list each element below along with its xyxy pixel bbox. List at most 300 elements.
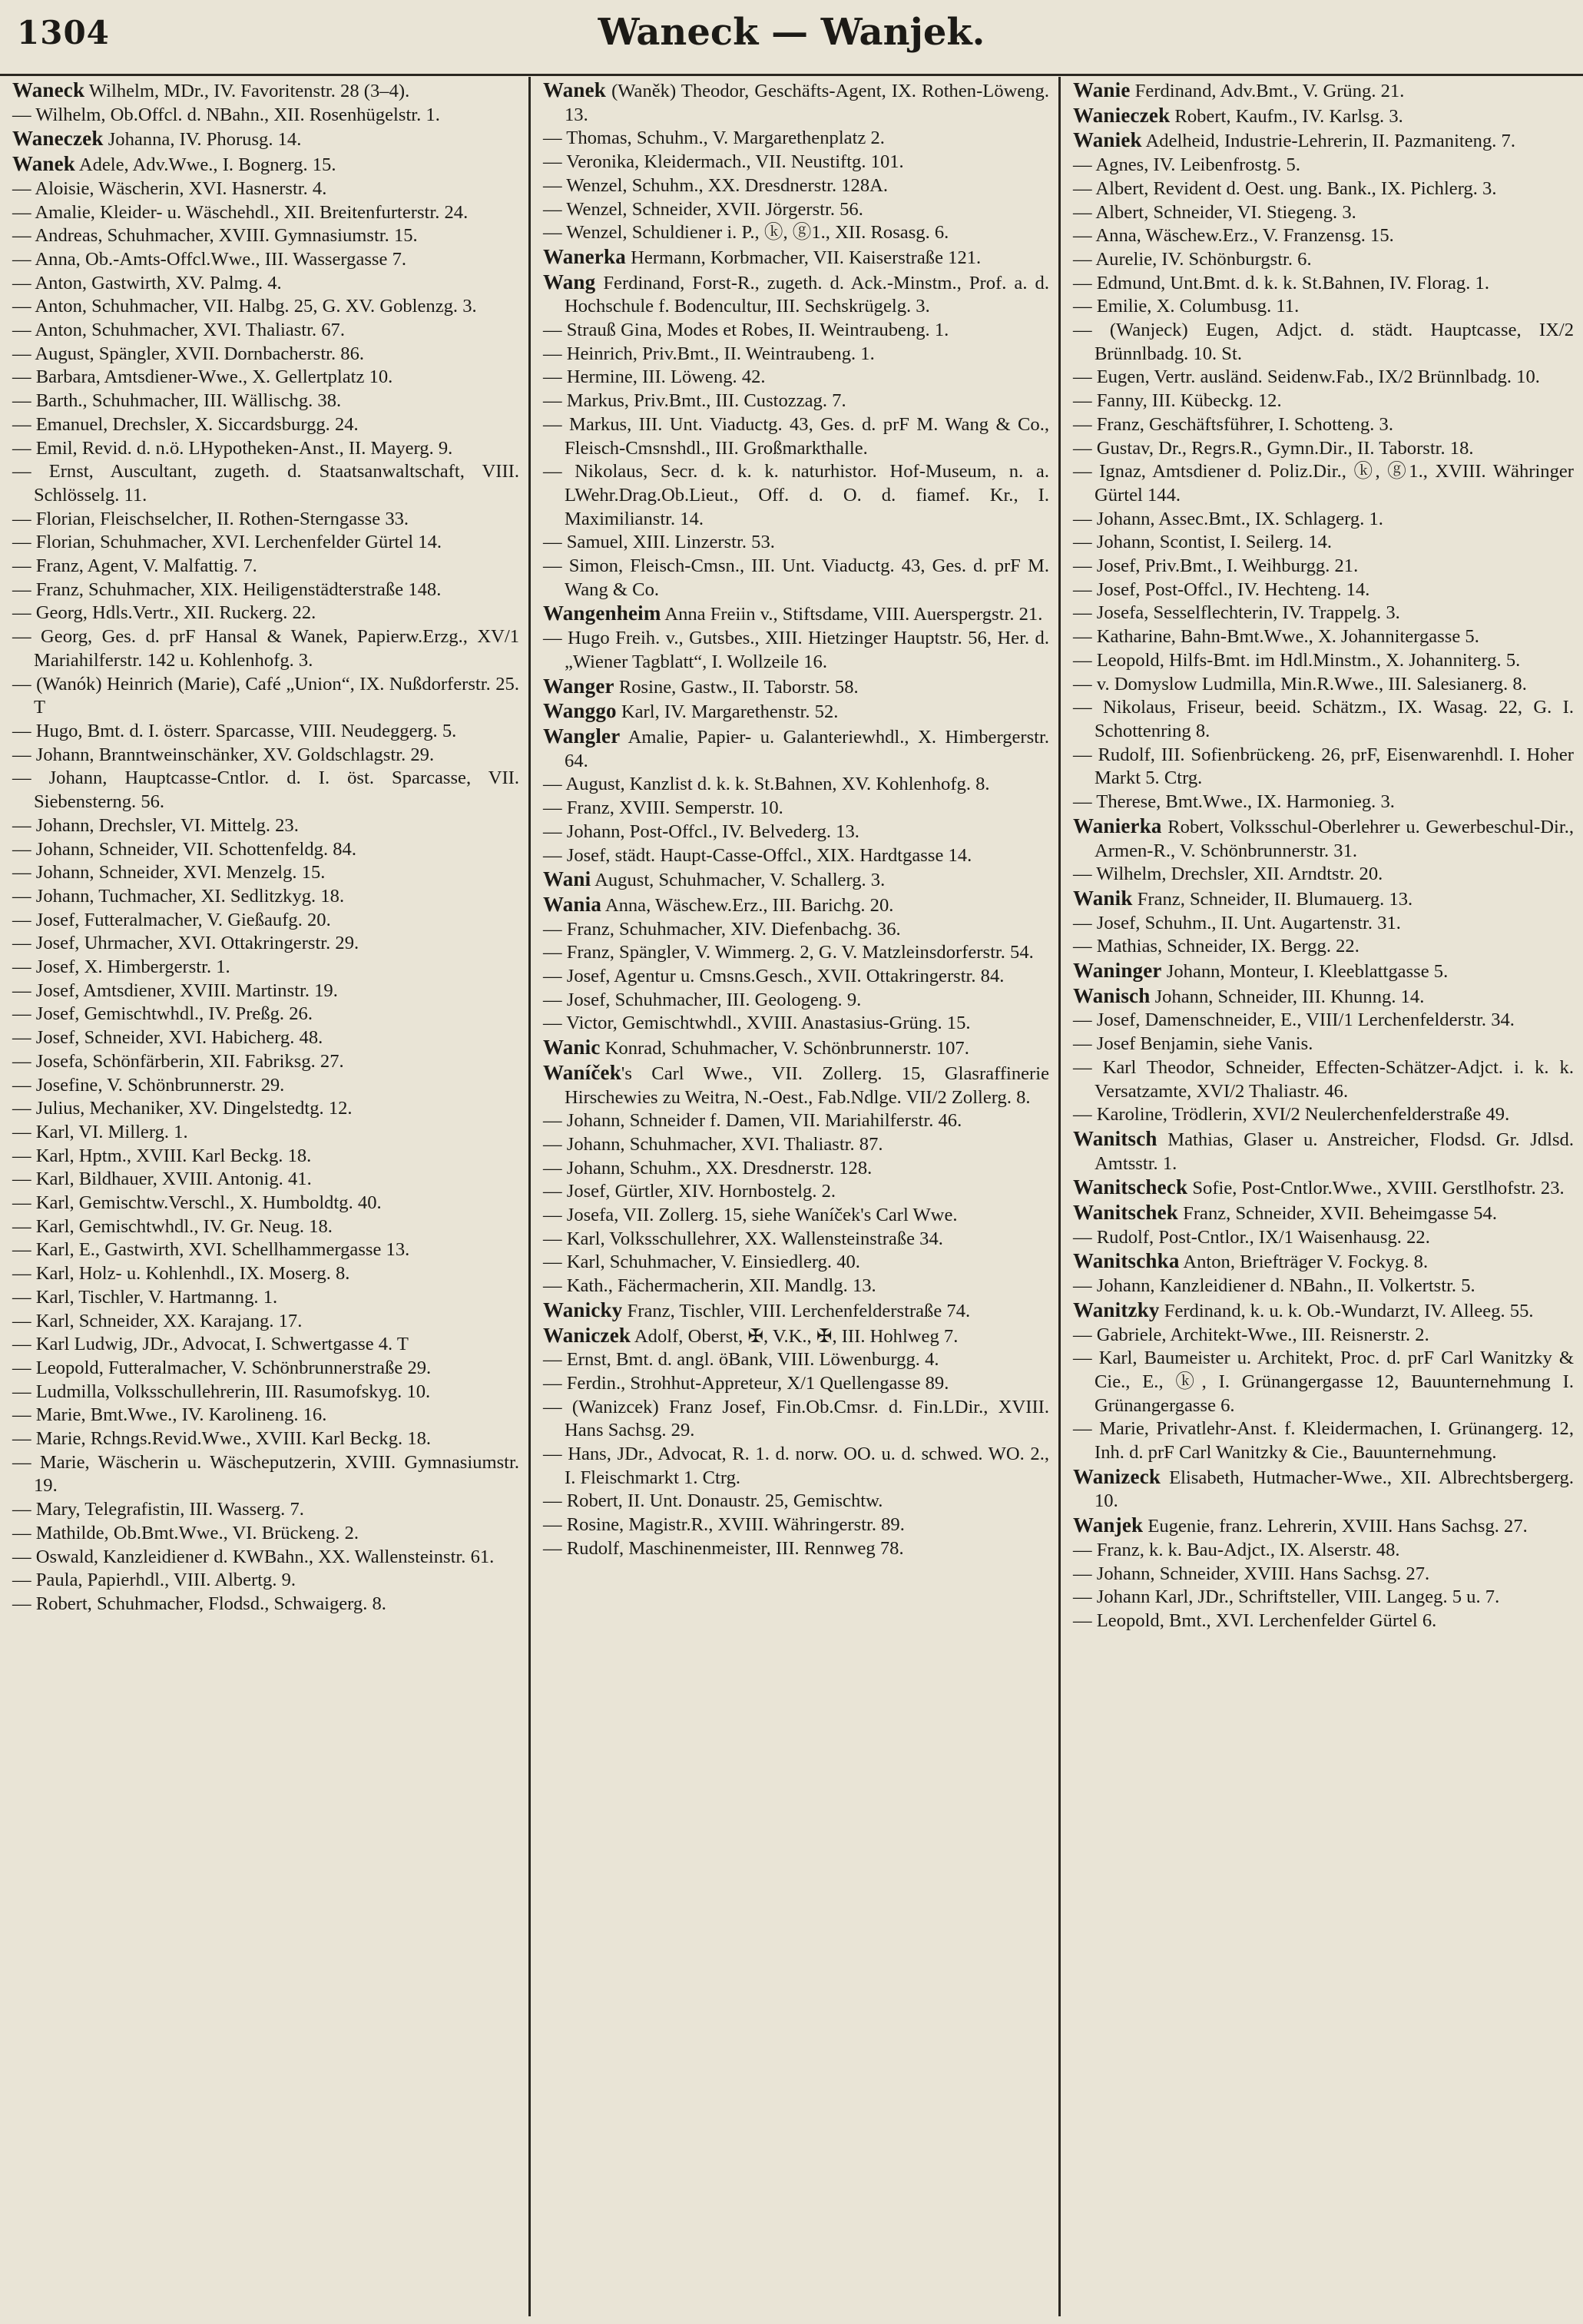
entry-text: — Barth., Schuhmacher, III. Wällischg. 38. [12,390,342,412]
page-header [0,0,1583,76]
directory-entry [1073,437,1574,461]
directory-entry [543,1133,1049,1157]
page-number: 1304 [17,14,110,51]
entry-text: — Albert, Schneider, VI. Stiegeng. 3. [1073,201,1356,223]
directory-entry [1073,1275,1574,1298]
directory-entry [12,104,519,128]
directory-entry [1073,1033,1574,1056]
directory-entry [543,602,1049,627]
entry-text: — (Wanók) Heinrich (Marie), Café „Union“, IX. Nußdorferstr. 25. T [12,673,519,718]
entry-text: — Josef, Damenschneider, E., VIII/1 Lerchenfelderstr. 34. [1073,1009,1515,1031]
directory-entry [1073,887,1574,912]
directory-entry [12,224,519,248]
directory-entry [543,319,1049,343]
entry-surname: Wanek [543,78,607,101]
entry-surname: Wanitscheck [1073,1175,1188,1199]
entry-surname: Wanie [1073,78,1131,101]
directory-entry [12,1404,519,1427]
entry-text: Robert, Volksschul-Oberlehrer u. Gewerbeschul-Dir., Armen-R., V. Schönbrunnerstr. 31. [1095,816,1574,861]
directory-entry [12,437,519,461]
directory-entry [1073,791,1574,814]
entry-surname: Wanierka [1073,814,1162,837]
entry-text: Mathias, Glaser u. Anstreicher, Flodsd. Gr. Jdlsd. Amtsstr. 1. [1095,1129,1574,1174]
entry-text: Eugenie, franz. Lehrerin, XVIII. Hans Sachsg. 27. [1143,1516,1528,1537]
directory-entry [12,1262,519,1286]
directory-entry [12,602,519,625]
entry-text: — Wenzel, Schuldiener i. P., ⓚ, ⓖ1., XII. Rosasg. 6. [543,222,949,244]
entry-surname: Wanic [543,1036,601,1059]
directory-entry [12,295,519,319]
directory-entry [12,1381,519,1404]
directory-entry [1073,555,1574,579]
directory-entry [1073,224,1574,248]
entry-text: — Josef, Futteralmacher, V. Gießaufg. 20. [12,909,331,930]
entry-surname: Wanek [12,152,76,176]
entry-text: — Josef, Schuhm., II. Unt. Augartenstr. 31. [1073,912,1401,933]
directory-entry [543,1228,1049,1252]
directory-entry [543,1298,1049,1324]
directory-entry [12,767,519,814]
entry-text: Elisabeth, Hutmacher-Wwe., XII. Albrechtsbergerg. 10. [1095,1467,1574,1512]
entry-text: — Ludmilla, Volksschullehrerin, III. Rasumofskyg. 10. [12,1381,431,1402]
entry-surname: Wania [543,892,602,916]
entry-text: — Franz, k. k. Bau-Adjct., IX. Alserstr. 48. [1073,1539,1400,1560]
directory-entry [12,1569,519,1593]
directory-entry [1073,78,1574,104]
directory-entry [1073,104,1574,129]
entry-text: — Robert, Schuhmacher, Flodsd., Schwaigerg. 8. [12,1593,386,1614]
directory-entry [543,797,1049,821]
directory-entry [12,319,519,343]
entry-text: — Rosine, Magistr.R., XVIII. Währingerstr. 89. [543,1514,905,1536]
directory-entry [543,867,1049,893]
directory-entry [12,1074,519,1098]
entry-text: — Emanuel, Drechsler, X. Siccardsburgg. 24. [12,413,359,435]
entry-text: — Mary, Telegrafistin, III. Wasserg. 7. [12,1499,304,1520]
directory-entry [12,838,519,862]
entry-text: — Anna, Wäschew.Erz., V. Franzensg. 15. [1073,225,1394,247]
entry-text: — Wilhelm, Drechsler, XII. Arndtstr. 20. [1073,864,1383,885]
directory-entry [12,1310,519,1334]
entry-text: Adele, Adv.Wwe., I. Bognerg. 15. [75,154,336,176]
directory-entry [1073,177,1574,201]
directory-entry [543,844,1049,868]
directory-entry [12,413,519,437]
directory-entry [543,1537,1049,1561]
directory-entry [12,343,519,366]
directory-entry [543,460,1049,531]
directory-entry [12,1546,519,1570]
entry-text: — Markus, III. Unt. Viaductg. 43, Ges. d. prF M. Wang & Co., Fleisch-Cmsnshdl., III. Großmarkthalle. [543,413,1049,459]
entry-text: — Paula, Papierhdl., VIII. Albertg. 9. [12,1570,296,1591]
directory-entry [543,1396,1049,1443]
directory-entry [543,893,1049,918]
entry-text: Franz, Tischler, VIII. Lerchenfelderstraße 74. [622,1300,971,1321]
entry-text: — Kath., Fächermacherin, XII. Mandlg. 13. [543,1275,876,1297]
directory-entry [543,699,1049,724]
directory-entry [1073,935,1574,959]
entry-text: — Johann, Schneider, XVI. Menzelg. 15. [12,862,326,884]
entry-text: Karl, IV. Margarethenstr. 52. [616,701,839,723]
entry-surname: Waniek [1073,128,1142,152]
entry-text: — Mathias, Schneider, IX. Bergg. 22. [1073,936,1359,957]
directory-entry [12,625,519,672]
directory-entry [1073,1175,1574,1201]
directory-entry [1073,1127,1574,1175]
directory-entry [543,555,1049,602]
directory-entry [543,1012,1049,1036]
entry-text: — Josef, Gürtler, XIV. Hornbostelg. 2. [543,1181,836,1202]
directory-entry [1073,1249,1574,1275]
directory-entry [12,555,519,579]
directory-entry [543,1036,1049,1061]
entry-text: — v. Domyslow Ludmilla, Min.R.Wwe., III. Salesianerg. 8. [1073,673,1527,695]
directory-entry [12,744,519,767]
directory-entry [12,1593,519,1616]
entry-text: — (Wanizcek) Franz Josef, Fin.Ob.Cmsr. d. Fin.LDir., XVIII. Hans Sachsg. 29. [543,1396,1049,1441]
entry-text: Rosine, Gastw., II. Taborstr. 58. [614,676,859,698]
directory-entry [543,1157,1049,1181]
entry-text: — Wenzel, Schuhm., XX. Dresdnerstr. 128A. [543,174,889,196]
entry-text: — Karoline, Trödlerin, XVI/2 Neulerchenfelderstraße 49. [1073,1104,1510,1126]
entry-text: — Gabriele, Architekt-Wwe., III. Reisnerstr. 2. [1073,1324,1429,1345]
entry-text: — Karl, Baumeister u. Architekt, Proc. d. prF Carl Wanitzky & Cie., E., ⓚ, I. Grünangergasse 12, Bauunternehmung I. Grünangergasse 6. [1073,1348,1574,1416]
entry-text: — Johann, Schuhmacher, XVI. Thaliastr. 87. [543,1133,883,1155]
entry-text: — Ernst, Auscultant, zugeth. d. Staatsanwaltschaft, VIII. Schlösselg. 11. [12,461,519,506]
directory-entry [1073,128,1574,154]
entry-text: — Josef Benjamin, siehe Vanis. [1073,1033,1313,1055]
entry-text: — Gustav, Dr., Regrs.R., Gymn.Dir., II. Taborstr. 18. [1073,437,1474,459]
directory-entry [12,720,519,744]
entry-text: — Leopold, Futteralmacher, V. Schönbrunnerstraße 29. [12,1357,432,1378]
entry-surname: Wanerka [543,244,626,268]
directory-entry [543,941,1049,965]
entry-text: — Josefine, V. Schönbrunnerstr. 29. [12,1074,285,1096]
entry-text: — (Wanjeck) Eugen, Adjct. d. städt. Hauptcasse, IX/2 Brünnlbadg. 10. St. [1073,320,1574,364]
entry-text: — Josefa, Schönfärberin, XII. Fabriksg. 27. [12,1050,344,1072]
directory-entry [12,248,519,272]
directory-entry [1073,579,1574,602]
entry-surname: Wanitzky [1073,1298,1160,1321]
directory-entry [12,1286,519,1310]
entry-text: — Karl, Tischler, V. Hartmanng. 1. [12,1286,278,1308]
entry-text: Robert, Kaufm., IV. Karlsg. 3. [1170,105,1403,127]
entry-surname: Wang [543,270,596,293]
entry-text: — Josef, Post-Offcl., IV. Hechteng. 14. [1073,579,1370,600]
entry-text: — Ernst, Bmt. d. angl. öBank, VIII. Löwenburgg. 4. [543,1349,939,1371]
directory-entry [1073,295,1574,319]
entry-text: — Markus, Priv.Bmt., III. Custozzag. 7. [543,390,846,412]
entry-text: — Johann, Scontist, I. Seilerg. 14. [1073,532,1333,553]
directory-entry [543,675,1049,700]
directory-entry [1073,413,1574,437]
entry-text: — Anton, Schuhmacher, VII. Halbg. 25, G. XV. Goblenzg. 3. [12,296,477,317]
entry-text: Franz, Schneider, XVII. Beheimgasse 54. [1178,1203,1497,1225]
entry-text: — Marie, Privatlehr-Anst. f. Kleidermachen, I. Grünangerg. 12, Inh. d. prF Carl Wanitzky & Cie., Bauunternehmung. [1073,1418,1574,1464]
entry-text: — Strauß Gina, Modes et Robes, II. Weintraubeng. 1. [543,320,949,341]
directory-entry [12,673,519,720]
column-1 [0,77,528,2316]
directory-entry [1073,1226,1574,1250]
entry-text: — Emilie, X. Columbusg. 11. [1073,296,1300,317]
directory-entry [12,1238,519,1262]
directory-entry [543,1204,1049,1228]
directory-entry [543,1443,1049,1490]
entry-text: Ferdinand, Forst-R., zugeth. d. Ack.-Minstm., Prof. a. d. Hochschule f. Bodencultur, III. Sechskrügelg. 3. [565,272,1049,317]
directory-entry [12,1522,519,1546]
entry-text: — Franz, Agent, V. Malfattig. 7. [12,555,257,577]
entry-surname: Wanieczek [1073,103,1171,127]
directory-entry [12,1097,519,1121]
entry-text: — Edmund, Unt.Bmt. d. k. k. St.Bahnen, IV. Florag. 1. [1073,272,1489,293]
directory-entry [1073,1417,1574,1464]
entry-text: — Oswald, Kanzleidiener d. KWBahn., XX. Wallensteinstr. 61. [12,1546,495,1567]
directory-entry [12,909,519,933]
entry-surname: Waninger [1073,959,1162,983]
entry-text: — Leopold, Bmt., XVI. Lerchenfelder Gürtel 6. [1073,1610,1437,1631]
directory-entry [543,1372,1049,1396]
entry-surname: Wanitschek [1073,1201,1179,1225]
directory-entry [543,245,1049,270]
directory-entry [1073,1586,1574,1610]
entry-text: — Josef, Agentur u. Cmsns.Gesch., XVII. Ottakringerstr. 84. [543,966,1005,987]
directory-entry [1073,625,1574,649]
entry-surname: Wanitschka [1073,1249,1180,1273]
entry-text: — Josef, Schuhmacher, III. Geologeng. 9. [543,989,862,1010]
entry-surname: Wanisch [1073,983,1151,1007]
directory-entry [1073,1201,1574,1226]
directory-entry [543,1109,1049,1133]
directory-entry [543,1490,1049,1513]
directory-entry [1073,1610,1574,1633]
entry-text: — Wilhelm, Ob.Offcl. d. NBahn., XII. Rosenhügelstr. 1. [12,104,440,125]
entry-surname: Wanicky [543,1298,623,1321]
entry-text: — Karl, E., Gastwirth, XVI. Schellhammergasse 13. [12,1239,410,1261]
directory-entry [12,1357,519,1381]
directory-entry [12,1003,519,1026]
entry-text: — Hugo, Bmt. d. I. österr. Sparcasse, VIII. Neudeggerg. 5. [12,720,457,741]
directory-entry [12,1427,519,1451]
directory-entry [12,956,519,980]
entry-text: — Johann, Schuhm., XX. Dresdnerstr. 128. [543,1157,873,1179]
entry-text: — Johann Karl, JDr., Schriftsteller, VIII. Langeg. 5 u. 7. [1073,1586,1500,1608]
entry-text: — Karl Theodor, Schneider, Effecten-Schätzer-Adjct. i. k. k. Versatzamte, XVI/2 Thaliastr. 46. [1073,1056,1574,1102]
entry-surname: Waníček [543,1060,621,1084]
directory-entry [12,885,519,909]
entry-text: Anna Freiin v., Stiftsdame, VIII. Auerspergstr. 21. [661,604,1043,625]
entry-text: — Karl, Volksschullehrer, XX. Wallensteinstraße 34. [543,1228,943,1249]
directory-entry [12,932,519,956]
directory-entry [543,270,1049,319]
entry-text: — Franz, Schuhmacher, XIV. Diefenbachg. 36. [543,918,901,940]
directory-entry [12,201,519,225]
entry-surname: Wangenheim [543,602,661,625]
directory-entry [1073,366,1574,390]
directory-entry [12,531,519,555]
entry-surname: Wanitsch [1073,1126,1157,1150]
entry-text: — Karl, Bildhauer, XVIII. Antonig. 41. [12,1169,312,1190]
entry-text: — Josefa, VII. Zollerg. 15, siehe Waníček's Carl Wwe. [543,1205,958,1226]
directory-entry [12,1121,519,1145]
entry-text: — Karl, Hptm., XVIII. Karl Beckg. 18. [12,1145,312,1166]
directory-entry [1073,1324,1574,1348]
directory-entry [543,343,1049,366]
entry-text: Anna, Wäschew.Erz., III. Barichg. 20. [601,894,894,916]
entry-text: — Albert, Revident d. Oest. ung. Bank., IX. Pichlerg. 3. [1073,177,1497,199]
entry-text: — Nikolaus, Friseur, beeid. Schätzm., IX. Wasag. 22, G. I. Schottenring 8. [1073,697,1574,741]
directory-entry [543,531,1049,555]
entry-text: — Georg, Hdls.Vertr., XII. Ruckerg. 22. [12,602,316,624]
directory-entry [1073,1513,1574,1539]
entry-text: Adolf, Oberst, ✠, V.K., ✠, III. Hohlweg 7. [631,1325,959,1347]
directory-entry [12,1050,519,1074]
entry-text: — Rudolf, III. Sofienbrückeng. 26, prF, Eisenwarenhdl. I. Hoher Markt 5. Ctrg. [1073,744,1574,789]
entry-text: — Barbara, Amtsdiener-Wwe., X. Gellertplatz 10. [12,366,393,388]
entry-text: Amalie, Papier- u. Galanteriewhdl., X. Himbergerstr. 64. [565,726,1049,771]
entry-text: — Aurelie, IV. Schönburgstr. 6. [1073,248,1312,270]
entry-text: — Karl Ludwig, JDr., Advocat, I. Schwertgasse 4. T [12,1334,409,1355]
entry-text: — Agnes, IV. Leibenfrostg. 5. [1073,154,1301,176]
entry-text: — Amalie, Kleider- u. Wäschehdl., XII. Breitenfurterstr. 24. [12,201,469,223]
entry-text: — Marie, Rchngs.Revid.Wwe., XVIII. Karl Beckg. 18. [12,1428,432,1450]
entry-surname: Wanizeck [1073,1464,1161,1488]
entry-text: — Ferdin., Strohhut-Appreteur, X/1 Quellengasse 89. [543,1372,949,1394]
entry-text: — Marie, Bmt.Wwe., IV. Karolineng. 16. [12,1404,327,1426]
entry-surname: Wanjek [1073,1513,1144,1537]
entry-text: — Josef, Schneider, XVI. Habicherg. 48. [12,1027,323,1049]
entry-surname: Wanger [543,674,614,698]
column-3 [1058,77,1583,2316]
entry-text: — Johann, Schneider, VII. Schottenfeldg. 84. [12,838,356,860]
directory-entry [12,861,519,885]
directory-entry [1073,1563,1574,1586]
entry-text: — Johann, Tuchmacher, XI. Sedlitzkyg. 18. [12,885,345,907]
entry-text: — Josef, städt. Haupt-Casse-Offcl., XIX. Hardtgasse 14. [543,844,972,866]
directory-entry [543,965,1049,989]
entry-text: (Waněk) Theodor, Geschäfts-Agent, IX. Rothen-Löweng. 13. [565,81,1049,125]
directory-entry [12,1192,519,1215]
entry-text: — Therese, Bmt.Wwe., IX. Harmonieg. 3. [1073,791,1395,813]
entry-text: — August, Spängler, XVII. Dornbacherstr. 86. [12,343,365,364]
directory-entry [1073,959,1574,984]
directory-entry [543,174,1049,198]
directory-entry [1073,1465,1574,1513]
entry-text: — Hugo Freih. v., Gutsbes., XIII. Hietzinger Hauptstr. 56, Her. d. „Wiener Tagblatt“, I. Wollzeile 16. [543,628,1049,672]
entry-text: — Anna, Ob.-Amts-Offcl.Wwe., III. Wassergasse 7. [12,248,407,270]
entry-text: — Veronika, Kleidermach., VII. Neustiftg. 101. [543,151,904,173]
directory-entry [1073,319,1574,366]
entry-text: — Josef, Amtsdiener, XVIII. Martinstr. 19. [12,980,338,1001]
directory-entry [1073,863,1574,887]
entry-text: — Johann, Assec.Bmt., IX. Schlagerg. 1. [1073,508,1383,529]
entry-text: — Heinrich, Priv.Bmt., II. Weintraubeng. 1. [543,343,875,364]
directory-entry [1073,531,1574,555]
directory-entry [1073,673,1574,697]
entry-surname: Waneck [12,78,85,101]
entry-text: — Thomas, Schuhm., V. Margarethenplatz 2. [543,128,885,149]
entry-text: — Marie, Wäscherin u. Wäscheputzerin, XVIII. Gymnasiumstr. 19. [12,1451,519,1497]
entry-text: — Karl, Holz- u. Kohlenhdl., IX. Moserg. 8. [12,1263,350,1285]
directory-entry [1073,814,1574,863]
entry-text: — Karl, Gemischtwhdl., IV. Gr. Neug. 18. [12,1215,333,1237]
directory-entry [1073,1009,1574,1033]
entry-text: — Katharine, Bahn-Bmt.Wwe., X. Johannitergasse 5. [1073,626,1479,648]
entry-text: — Johann, Schneider f. Damen, VII. Mariahilferstr. 46. [543,1110,962,1132]
entry-text: — Leopold, Hilfs-Bmt. im Hdl.Minstm., X. Johanniterg. 5. [1073,649,1521,671]
entry-text: — Anton, Schuhmacher, XVI. Thaliastr. 67. [12,320,345,341]
entry-text: — Josef, Gemischtwhdl., IV. Preßg. 26. [12,1003,313,1025]
directory-entry [1073,696,1574,743]
directory-entry [543,989,1049,1013]
entry-text: Johanna, IV. Phorusg. 14. [103,129,302,151]
directory-entry [1073,248,1574,272]
directory-entry [1073,1298,1574,1324]
entry-text: — Josef, Priv.Bmt., I. Weihburgg. 21. [1073,555,1359,577]
entry-text: — Georg, Ges. d. prF Hansal & Wanek, Papierw.Erzg., XV/1 Mariahilferstr. 142 u. Kohlenhofg. 3. [12,626,519,671]
directory-entry [543,221,1049,245]
entry-surname: Waniczek [543,1323,631,1347]
directory-entry [1073,460,1574,507]
entry-text: — Josef, Uhrmacher, XVI. Ottakringerstr. 29. [12,933,359,954]
entry-text: — Nikolaus, Secr. d. k. k. naturhistor. Hof-Museum, n. a. LWehr.Drag.Ob.Lieut., Off. d. O. d. fiamef. Kr., I. Maximilianstr. 14. [543,461,1049,529]
directory-entry [543,1348,1049,1372]
entry-text: — Simon, Fleisch-Cmsn., III. Unt. Viaductg. 43, Ges. d. prF M. Wang & Co. [543,555,1049,600]
directory-entry [12,177,519,201]
directory-entry [543,390,1049,413]
entry-text: Anton, Briefträger V. Fockyg. 8. [1179,1252,1429,1273]
entry-text: Sofie, Post-Cntlor.Wwe., XVIII. Gerstlhofstr. 23. [1187,1178,1565,1199]
directory-entry [543,198,1049,222]
entry-surname: Wanik [1073,886,1133,910]
entry-text: — Karl, Gemischtw.Verschl., X. Humboldtg. 40. [12,1192,382,1214]
directory-entry [543,78,1049,127]
running-head: Waneck — Wanjek. [598,11,985,54]
entry-surname: Wani [543,867,591,891]
entry-text: — Samuel, XIII. Linzerstr. 53. [543,532,775,553]
directory-entry [1073,390,1574,413]
directory-entry [543,1180,1049,1204]
entry-text: — Emil, Revid. d. n.ö. LHypotheken-Anst., II. Mayerg. 9. [12,437,453,459]
entry-text: — Wenzel, Schneider, XVII. Jörgerstr. 56. [543,198,863,220]
entry-text: — Karl, Schuhmacher, V. Einsiedlerg. 40. [543,1252,860,1273]
entry-text: — Ignaz, Amtsdiener d. Poliz.Dir., ⓚ, ⓖ1., XVIII. Währinger Gürtel 144. [1073,461,1574,506]
directory-entry [543,724,1049,773]
directory-entry [1073,912,1574,936]
entry-text: — Eugen, Vertr. ausländ. Seidenw.Fab., IX/2 Brünnlbadg. 10. [1073,366,1540,388]
directory-entry [12,272,519,296]
column-2 [528,77,1058,2316]
directory-entry [1073,1056,1574,1103]
entry-text: — Anton, Gastwirth, XV. Palmg. 4. [12,272,282,293]
entry-text: Hermann, Korbmacher, VII. Kaiserstraße 121. [625,247,982,268]
entry-text: — Franz, Geschäftsführer, I. Schotteng. 3. [1073,413,1393,435]
entry-text: — Johann, Branntweinschänker, XV. Goldschlagstr. 29. [12,744,435,765]
entry-text: August, Schuhmacher, V. Schallerg. 3. [591,870,886,891]
directory-entry [543,1275,1049,1298]
directory-entry [543,1061,1049,1109]
directory-entry [12,1498,519,1522]
directory-entry [1073,649,1574,673]
directory-entry [1073,1347,1574,1417]
entry-text: — Johann, Schneider, XVIII. Hans Sachsg. 27. [1073,1563,1430,1584]
directory-entry [543,151,1049,174]
entry-text: Konrad, Schuhmacher, V. Schönbrunnerstr. 107. [600,1038,969,1059]
directory-entry [12,152,519,177]
entry-text: Johann, Schneider, III. Khunng. 14. [1150,986,1425,1007]
directory-entry [543,127,1049,151]
entry-text: — Aloisie, Wäscherin, XVI. Hasnerstr. 4. [12,177,327,199]
directory-entry [12,1333,519,1357]
